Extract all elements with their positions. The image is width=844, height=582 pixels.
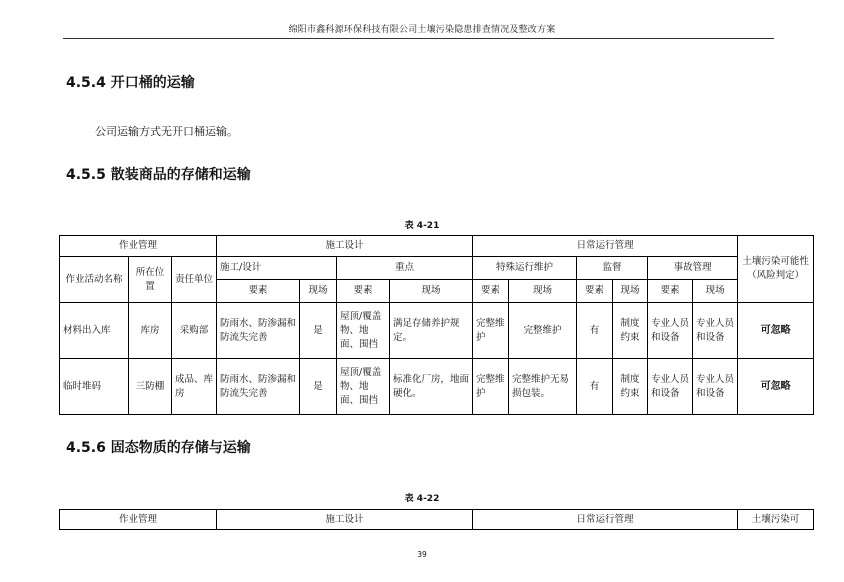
table-group-header-row xyxy=(60,236,814,257)
page-header-title: 绵阳市鑫科源环保科技有限公司土壤污染隐患排查情况及整改方案 xyxy=(288,25,556,35)
cell-supervision-element: 有 xyxy=(577,303,613,359)
leaf-header: 要素 xyxy=(577,280,613,303)
cell-supervision-site: 制度约束 xyxy=(613,359,648,415)
header-incident: 事故管理 xyxy=(648,257,738,280)
cell-special-site: 完整维护无易损包装。 xyxy=(509,359,577,415)
cell-incident-element: 专业人员和设备 xyxy=(648,359,693,415)
leaf-header: 现场 xyxy=(613,280,648,303)
cell-unit: 采购部 xyxy=(172,303,217,359)
table-caption-4-21: 表 4-21 xyxy=(404,221,440,231)
table-caption-4-22: 表 4-22 xyxy=(404,494,440,504)
cell-design-element: 防雨水、防渗漏和防流失完善 xyxy=(217,359,300,415)
cell-supervision-site: 制度约束 xyxy=(613,303,648,359)
table-row xyxy=(60,303,814,359)
header-conclusion: 土壤污染可能性（风险判定） xyxy=(738,236,814,303)
leaf-header: 现场 xyxy=(300,280,337,303)
header-special: 特殊运行维护 xyxy=(473,257,577,280)
header-operation: 作业管理 xyxy=(60,236,217,257)
table-row xyxy=(60,359,814,415)
section-paragraph-4-5-4: 公司运输方式无开口桶运输。 xyxy=(95,125,238,138)
cell-focus-site: 满足存储养护规定。 xyxy=(390,303,473,359)
header-responsible: 责任单位 xyxy=(172,257,217,303)
section-heading-4-5-6: 4.5.6 固态物质的存储与运输 xyxy=(66,440,251,456)
cell-activity: 材料出入库 xyxy=(60,303,129,359)
header-operation: 作业管理 xyxy=(60,510,217,530)
page-number: 39 xyxy=(417,550,427,559)
cell-focus-element: 屋顶/覆盖物、地面、围挡 xyxy=(337,303,390,359)
section-heading-4-5-5: 4.5.5 散装商品的存储和运输 xyxy=(66,167,251,183)
cell-special-site: 完整维护 xyxy=(509,303,577,359)
leaf-header: 现场 xyxy=(509,280,577,303)
cell-risk: 可忽略 xyxy=(738,359,814,415)
cell-incident-element: 专业人员和设备 xyxy=(648,303,693,359)
cell-supervision-element: 有 xyxy=(577,359,613,415)
header-supervision: 监督 xyxy=(577,257,648,280)
table-sub-header-row xyxy=(60,257,814,280)
leaf-header: 要素 xyxy=(473,280,509,303)
header-construction: 施工设计 xyxy=(217,510,473,530)
cell-design-site: 是 xyxy=(300,303,337,359)
page-header-rule xyxy=(63,38,774,39)
table-4-22 xyxy=(59,509,814,530)
leaf-header: 要素 xyxy=(217,280,300,303)
cell-location: 三防棚 xyxy=(129,359,172,415)
header-daily: 日常运行管理 xyxy=(473,510,738,530)
header-conclusion: 土壤污染可 xyxy=(738,510,814,530)
table-4-21 xyxy=(59,235,814,415)
cell-incident-site: 专业人员和设备 xyxy=(693,359,738,415)
cell-location: 库房 xyxy=(129,303,172,359)
header-design: 施工/设计 xyxy=(217,257,337,280)
table-group-header-row xyxy=(60,510,814,530)
leaf-header: 现场 xyxy=(693,280,738,303)
leaf-header: 现场 xyxy=(390,280,473,303)
cell-special-element: 完整维护 xyxy=(473,303,509,359)
leaf-header: 要素 xyxy=(337,280,390,303)
header-location: 所在位置 xyxy=(129,257,172,303)
cell-focus-element: 屋顶/覆盖物、地面、围挡 xyxy=(337,359,390,415)
header-focus: 重点 xyxy=(337,257,473,280)
cell-incident-site: 专业人员和设备 xyxy=(693,303,738,359)
header-daily: 日常运行管理 xyxy=(473,236,738,257)
header-construction: 施工设计 xyxy=(217,236,473,257)
header-activity: 作业活动名称 xyxy=(60,257,129,303)
cell-special-element: 完整维护 xyxy=(473,359,509,415)
cell-design-element: 防雨水、防渗漏和防流失完善 xyxy=(217,303,300,359)
cell-focus-site: 标准化厂房，地面硬化。 xyxy=(390,359,473,415)
cell-design-site: 是 xyxy=(300,359,337,415)
cell-unit: 成品、库房 xyxy=(172,359,217,415)
leaf-header: 要素 xyxy=(648,280,693,303)
cell-activity: 临时堆码 xyxy=(60,359,129,415)
cell-risk: 可忽略 xyxy=(738,303,814,359)
section-heading-4-5-4: 4.5.4 开口桶的运输 xyxy=(66,75,195,91)
